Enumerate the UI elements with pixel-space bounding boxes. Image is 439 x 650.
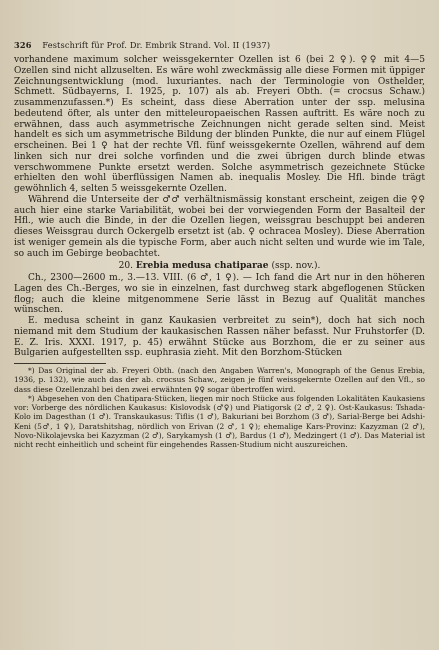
section-number: 20. — [118, 261, 133, 272]
paragraph: Während die Unterseite der ♂♂ verhältnismässig konstant erscheint, zeigen die ♀♀ auch hier eine starke Variabilität, wobei bei der vorwiegenden Form der Basalteil der Hfl., wie auch die Binde, in der die Ozellen liegen, weissgrau beschuppt bei anderen dieses Weissgrau durch Ockergelb ersetzt ist (ab. ♀ ochracea Mosley). Diese Aberration ist weniger gemein als die typische Form, aber auch nicht selten und wurde wie im Tale, so auch im Gebirge beobachtet. — [14, 194, 425, 259]
section-title: Erebia medusa chatiparae — [135, 261, 269, 272]
section-note: (ssp. nov.). — [271, 261, 321, 272]
running-header — [14, 40, 425, 50]
footnote: *) Abgesehen von den Chatipara-Stücken, liegen mir noch Stücke aus folgenden Lokalitäten Kaukasiens vor: Vorberge des nördlichen Kaukasus: Kislovodsk (♂♀) und Piatigorsk (2 ♂, 2 ♀). Ost-Kaukasus: Tshada-Kolo im Dagesthan (1 ♂). Transkaukasus: Tiflis (1 ♂), Bakuriani bei Borzhom (3 ♂), Sarial-Berge bei Adshi-Keni (5♂, 1 ♀), Daratshitshag, nördlich von Erivan (2 ♂, 1 ♀); ehemalige Kars-Provinz: Kazyzman (2 ♂), Novo-Nikolajevska bei Kazyzman (2 ♂), Sarykamysh (1 ♂), Bardus (1 ♂), Medzingert (1 ♂). Das Material ist nicht recht einheitlich und scheint für eingehendes Rassen-Studium nicht auszureichen. — [14, 393, 425, 449]
paragraph: Ch., 2300—2600 m., 3.—13. VIII. (6 ♂, 1 ♀). — Ich fand die Art nur in den höheren Lagen des Ch.-Berges, wo sie in einzelnen, fast durchweg stark abgeflogenen Stücken flog; auch die kleine mitgenommene Serie lässt in Bezug auf Qualität manches wünschen. — [14, 273, 425, 316]
paragraph: vorhandene maximum solcher weissgekernter Ozellen ist 6 (bei 2 ♀). ♀♀ mit 4—5 Ozellen sind nicht allzuselten. Es wäre wohl zweckmässig alle diese Formen mit üppiger Zeichnungsentwicklung (mod. luxuriantes. nach der Terminologie von Osthelder, Schmett. Südbayerns, I. 1925, p. 107) als ab. Freyeri Obth. (= crocsus Schaw.) zusammenzufassen.*) Es scheint, dass diese Aberration unter der ssp. melusina bedeutend öfter, als unter den mitteleuropaeischen Rassen auftritt. Es wäre noch zu erwähnen, dass auch asymmetrische Zeichnungen nicht gerade selten sind. Meist handelt es sich um asymmetrische Bildung der blinden Punkte, die nur auf einem Flügel erscheinen. Bei 1 ♀ hat der rechte Vfl. fünf weissgekernte Ozellen, während auf dem linken sich nur drei solche vorfinden und die zwei übrigen durch blinde etwas verschwommene Punkte ersetzt werden. Solche asymmetrisch gezeichnete Stücke erhielten den wohl überflüssigen Namen ab. inequalis Mosley. Die Hfl. binde trägt gewöhnlich 4, selten 5 weissgekernte Ozellen. — [14, 55, 425, 194]
main-text — [14, 55, 425, 449]
footnote-divider — [14, 363, 106, 364]
page-number: 326 — [14, 40, 32, 50]
running-title: Festschrift für Prof. Dr. Embrik Strand. Vol. II (1937) — [42, 40, 271, 50]
section-heading — [14, 261, 425, 272]
paragraph: E. medusa scheint in ganz Kaukasien verbreitet zu sein*), doch hat sich noch niemand mit dem Studium der kaukasischen Rassen näher befasst. Nur Fruhstorfer (D. E. Z. Iris. XXXI. 1917, p. 45) erwähnt Stücke aus Borzhom, die er zu seiner aus Bulgarien aufgestellten ssp. euphrasia zieht. Mit den Borzhom-Stücken — [14, 316, 425, 359]
footnote: *) Das Original der ab. Freyeri Obth. (nach den Angaben Warren's, Monograph of the Genus Erebia, 1936, p. 132), wie auch das der ab. crocsus Schaw., zeigen je fünf weissgekernte Ozellen auf den Vfl., so dass diese Ozellenzahl bei den zwei erwähnten ♀♀ sogar übertroffen wird. — [14, 366, 425, 394]
